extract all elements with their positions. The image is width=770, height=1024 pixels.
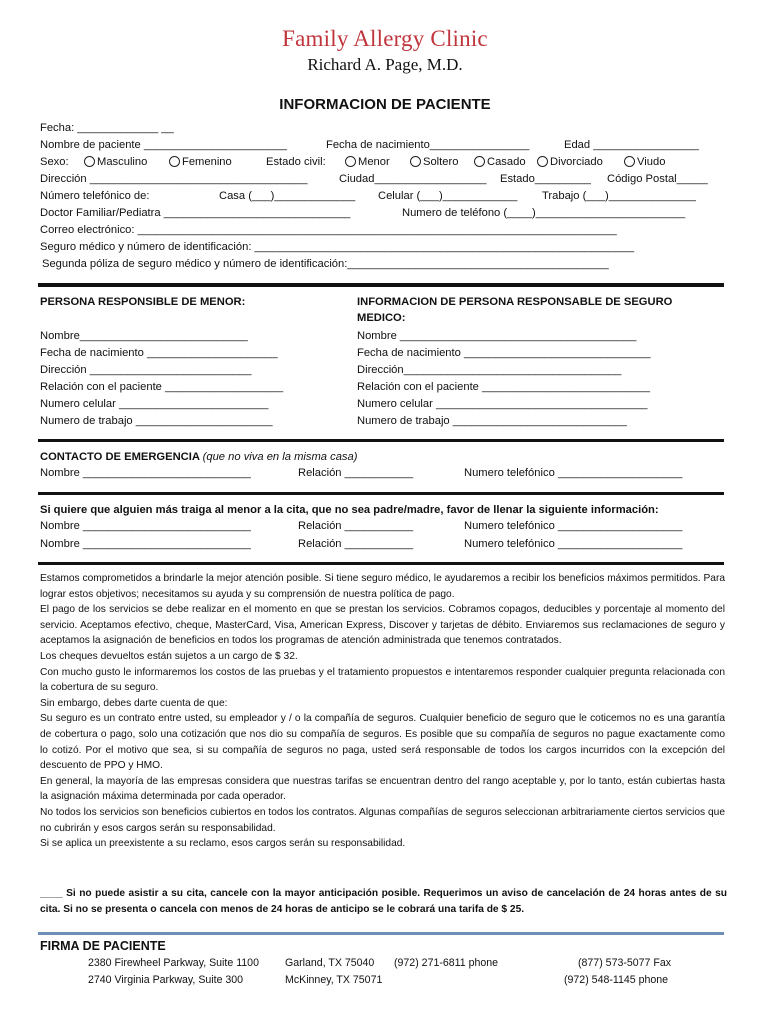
second-insurance-field[interactable]: Segunda póliza de seguro médico y número de identificación:__________________________________________ <box>42 258 609 270</box>
civil-option-divorciado[interactable] <box>537 156 603 169</box>
civil-option-label: Soltero <box>423 156 459 168</box>
sex-label: Sexo: <box>40 156 69 168</box>
family-doctor-field[interactable]: Doctor Familiar/Pediatra ______________________________ <box>40 207 351 219</box>
sex-option-female[interactable] <box>169 156 232 169</box>
footer-address-1: 2380 Firewheel Parkway, Suite 1100 <box>88 957 259 969</box>
radio-icon[interactable] <box>537 156 548 167</box>
phone-label: Número telefónico de: <box>40 190 150 202</box>
civil-option-soltero[interactable] <box>410 156 458 169</box>
policy-paragraph: Su seguro es un contrato entre usted, su empleador y / o la compañía de seguros. Cualquier beneficio de seguro que le coticemos no es una garantía de cobertura o pago, solo una cotización que nos dio su compañía de seguros. Es posible que su compañía de seguros no pague exactamente como lo cotizó. Por el motivo que sea, si su compañía de seguros no paga, usted será responsable de todos los cargos incurridos con la excepción del descuento de PPO y HMO. <box>40 713 725 772</box>
state-field[interactable]: Estado_________ <box>500 173 591 185</box>
footer-city-2: McKinney, TX 75071 <box>285 974 383 986</box>
footer-phone-2: (972) 548-1145 phone <box>564 974 669 986</box>
minor-resp-relation-field[interactable]: Relación con el paciente ___________________ <box>40 381 284 393</box>
civil-status-label: Estado civil: <box>266 156 326 168</box>
other-phone-field-2[interactable]: Numero telefónico ____________________ <box>464 538 683 550</box>
civil-option-viudo[interactable] <box>624 156 665 169</box>
policy-paragraph: Estamos comprometidos a brindarle la mejor atención posible. Si tiene seguro médico, le ayudaremos a recibir los beneficios máximos permitidos. Para lograr estos objetivos; necesitamos su ayuda y su comprensión de nuestra política de pago. <box>40 573 725 600</box>
other-phone-field-1[interactable]: Numero telefónico ____________________ <box>464 520 683 532</box>
civil-option-menor[interactable] <box>345 156 390 169</box>
emergency-heading-text: CONTACTO DE EMERGENCIA <box>40 451 200 463</box>
ins-resp-address-field[interactable]: Dirección___________________________________ <box>357 364 622 376</box>
ins-resp-birthdate-field[interactable]: Fecha de nacimiento ______________________________ <box>357 347 651 359</box>
other-name-field-1[interactable]: Nombre ___________________________ <box>40 520 251 532</box>
other-relation-field-1[interactable]: Relación ___________ <box>298 520 414 532</box>
section-divider <box>38 439 724 442</box>
minor-resp-cell-field[interactable]: Numero celular ________________________ <box>40 398 269 410</box>
policy-paragraph: Si se aplica un preexistente a su reclamo, esos cargos serán su responsabilidad. <box>40 838 406 850</box>
work-phone-field[interactable]: Trabajo (___)______________ <box>542 190 696 202</box>
ins-resp-work-field[interactable]: Numero de trabajo ____________________________ <box>357 415 627 427</box>
footer-phone-1: (972) 271-6811 phone <box>394 957 499 969</box>
ins-resp-relation-field[interactable]: Relación con el paciente ___________________________ <box>357 381 650 393</box>
footer-fax: (877) 573-5077 Fax <box>578 957 672 969</box>
doctor-phone-field[interactable]: Numero de teléfono (____)________________________ <box>402 207 686 219</box>
minor-resp-birthdate-field[interactable]: Fecha de nacimiento _____________________ <box>40 347 278 359</box>
civil-option-label: Divorciado <box>550 156 603 168</box>
minor-resp-name-field[interactable]: Nombre___________________________ <box>40 330 248 342</box>
footer-address-2: 2740 Virginia Parkway, Suite 300 <box>88 974 244 986</box>
clinic-name: Family Allergy Clinic <box>282 26 488 51</box>
radio-icon[interactable] <box>169 156 180 167</box>
footer-city-1: Garland, TX 75040 <box>285 957 375 969</box>
sex-option-male[interactable] <box>84 156 147 169</box>
zip-field[interactable]: Código Postal_____ <box>607 173 708 185</box>
radio-icon[interactable] <box>410 156 421 167</box>
patient-name-field[interactable]: Nombre de paciente _______________________ <box>40 139 287 151</box>
policy-paragraph: Con mucho gusto le informaremos los costos de las pruebas y el tratamiento propuestos e intentaremos responder cualquier pregunta relacionada con la cobertura de su seguro. <box>40 666 725 694</box>
policy-paragraph: Sin embargo, debes darte cuenta de que: <box>40 697 228 709</box>
emergency-phone-field[interactable]: Numero telefónico ____________________ <box>464 467 683 479</box>
policy-paragraph: No todos los servicios son beneficios cubiertos en todos los contratos. Algunas compañías de seguros seleccionan arbitrariamente ciertos servicios que no cubrirán y esos cargos serán su responsabilidad. <box>40 806 725 834</box>
other-relation-field-2[interactable]: Relación ___________ <box>298 538 414 550</box>
email-field[interactable]: Correo electrónico: _____________________________________________________________________________ <box>40 224 617 236</box>
radio-icon[interactable] <box>84 156 95 167</box>
insurance-field[interactable]: Seguro médico y número de identificación: _____________________________________________________________ <box>40 241 635 253</box>
payment-policy <box>40 571 725 852</box>
emergency-name-field[interactable]: Nombre ___________________________ <box>40 467 251 479</box>
minor-resp-work-field[interactable]: Numero de trabajo ______________________ <box>40 415 273 427</box>
insurance-responsible-heading: INFORMACION DE PERSONA RESPONSABLE DE SEGURO <box>357 296 673 308</box>
birthdate-field[interactable]: Fecha de nacimiento________________ <box>326 139 530 151</box>
city-field[interactable]: Ciudad__________________ <box>339 173 487 185</box>
emergency-heading <box>40 449 357 465</box>
minor-resp-address-field[interactable]: Dirección __________________________ <box>40 364 252 376</box>
civil-option-label: Menor <box>358 156 390 168</box>
cancellation-text: ____ Si no puede asistir a su cita, cancele con la mayor anticipación posible. Requerimos un aviso de cancelación de 24 horas antes de su cita. Si no se presenta o cancela con menos de 24 horas de anticipo se le cobrará una tarifa de $ 25. <box>40 888 727 915</box>
radio-icon[interactable] <box>624 156 635 167</box>
civil-option-label: Casado <box>487 156 526 168</box>
signature-divider <box>38 932 724 935</box>
civil-option-casado[interactable] <box>474 156 526 169</box>
policy-paragraph: En general, la mayoría de las empresas considera que nuestras tarifas se encuentran dentro del rango aceptable y, por lo tanto, están cubiertas hasta la asignación máxima determinada por cada operador. <box>40 775 725 803</box>
section-divider <box>38 562 724 565</box>
other-person-heading: Si quiere que alguien más traiga al menor a la cita, que no sea padre/madre, favor de llenar la siguiente información: <box>40 504 659 516</box>
minor-responsible-heading: PERSONA RESPONSIBLE DE MENOR: <box>40 296 246 308</box>
doctor-name: Richard A. Page, M.D. <box>307 55 463 74</box>
sex-option-label: Masculino <box>97 156 148 168</box>
cancellation-policy <box>40 886 727 918</box>
home-phone-field[interactable]: Casa (___)_____________ <box>219 190 356 202</box>
address-field[interactable]: Dirección ___________________________________ <box>40 173 308 185</box>
policy-paragraph: El pago de los servicios se debe realizar en el momento en que se prestan los servicios. Cobramos copagos, deducibles y porcentaje al momento del servicio. Aceptamos efectivo, cheque, MasterCard, Visa, American Express, Discover y tarjetas de débito. Enviaremos sus reclamaciones de seguro y aceptamos la asignación de beneficios en todos los programas de atención administrada que tenemos contratados. <box>40 604 725 647</box>
insurance-responsible-heading-2: MEDICO: <box>357 312 406 324</box>
form-title: INFORMACION DE PACIENTE <box>279 96 491 113</box>
signature-label: FIRMA DE PACIENTE <box>40 939 166 953</box>
section-divider <box>38 492 724 495</box>
radio-icon[interactable] <box>474 156 485 167</box>
emergency-heading-note: (que no viva en la misma casa) <box>202 451 358 463</box>
cell-phone-field[interactable]: Celular (___)____________ <box>378 190 518 202</box>
section-divider <box>38 283 724 287</box>
radio-icon[interactable] <box>345 156 356 167</box>
emergency-relation-field[interactable]: Relación ___________ <box>298 467 414 479</box>
civil-option-label: Viudo <box>637 156 666 168</box>
ins-resp-cell-field[interactable]: Numero celular __________________________________ <box>357 398 648 410</box>
sex-option-label: Femenino <box>182 156 232 168</box>
other-name-field-2[interactable]: Nombre ___________________________ <box>40 538 251 550</box>
ins-resp-name-field[interactable]: Nombre ______________________________________ <box>357 330 637 342</box>
fecha-field[interactable]: Fecha: _____________ __ <box>40 122 174 134</box>
policy-paragraph: Los cheques devueltos están sujetos a un cargo de $ 32. <box>40 650 298 662</box>
age-field[interactable]: Edad _________________ <box>564 139 700 151</box>
